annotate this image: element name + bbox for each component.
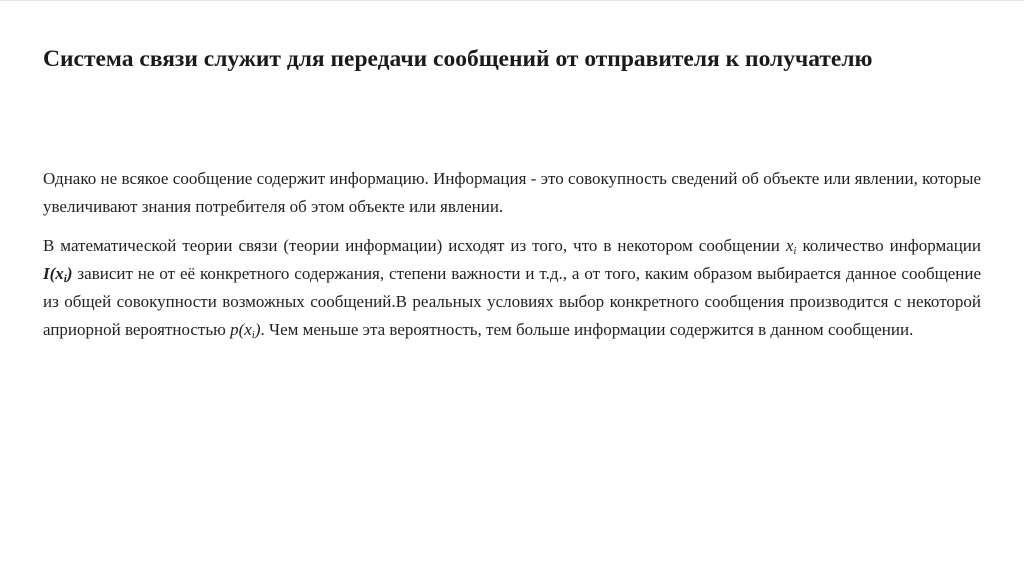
- slide-body: [43, 165, 981, 344]
- formula-probability: [230, 320, 260, 339]
- formula-xi: [786, 236, 797, 255]
- paragraph-text: . Чем меньше эта вероятность, тем больше информации содержится в данном сообщении.: [260, 320, 914, 339]
- formula-subscript: i: [793, 245, 797, 257]
- paragraph-text: В математической теории связи (теории информации) исходят из того, что в некотором сообщении: [43, 236, 786, 255]
- formula-information-amount: [43, 264, 73, 283]
- formula-subscript: i: [251, 329, 255, 341]
- slide-title: Система связи служит для передачи сообщений от отправителя к получателю: [43, 46, 873, 72]
- paragraph-information-theory: [43, 232, 981, 344]
- paragraph-text: зависит не от её конкретного содержания, степени важности и т.д., а от того, каким образом выбирается данное сообщение из общей совокупности возможных сообщений.В реальных условиях выбор конкретного сообщения производится с некоторой априорной вероятностью: [43, 264, 981, 339]
- paragraph-text: количество информации: [796, 236, 982, 255]
- formula-text: p(x: [230, 320, 252, 339]
- formula-text: I(x: [43, 264, 64, 283]
- formula-subscript: i: [63, 273, 67, 285]
- formula-text: ): [66, 264, 73, 283]
- top-divider: [0, 0, 1024, 1]
- formula-text: x: [785, 236, 794, 255]
- paragraph-information-definition: Однако не всякое сообщение содержит информацию. Информация - это совокупность сведений об объекте или явлении, которые увеличивают знания потребителя об этом объекте или явлении.: [43, 169, 981, 216]
- formula-text: ): [254, 320, 261, 339]
